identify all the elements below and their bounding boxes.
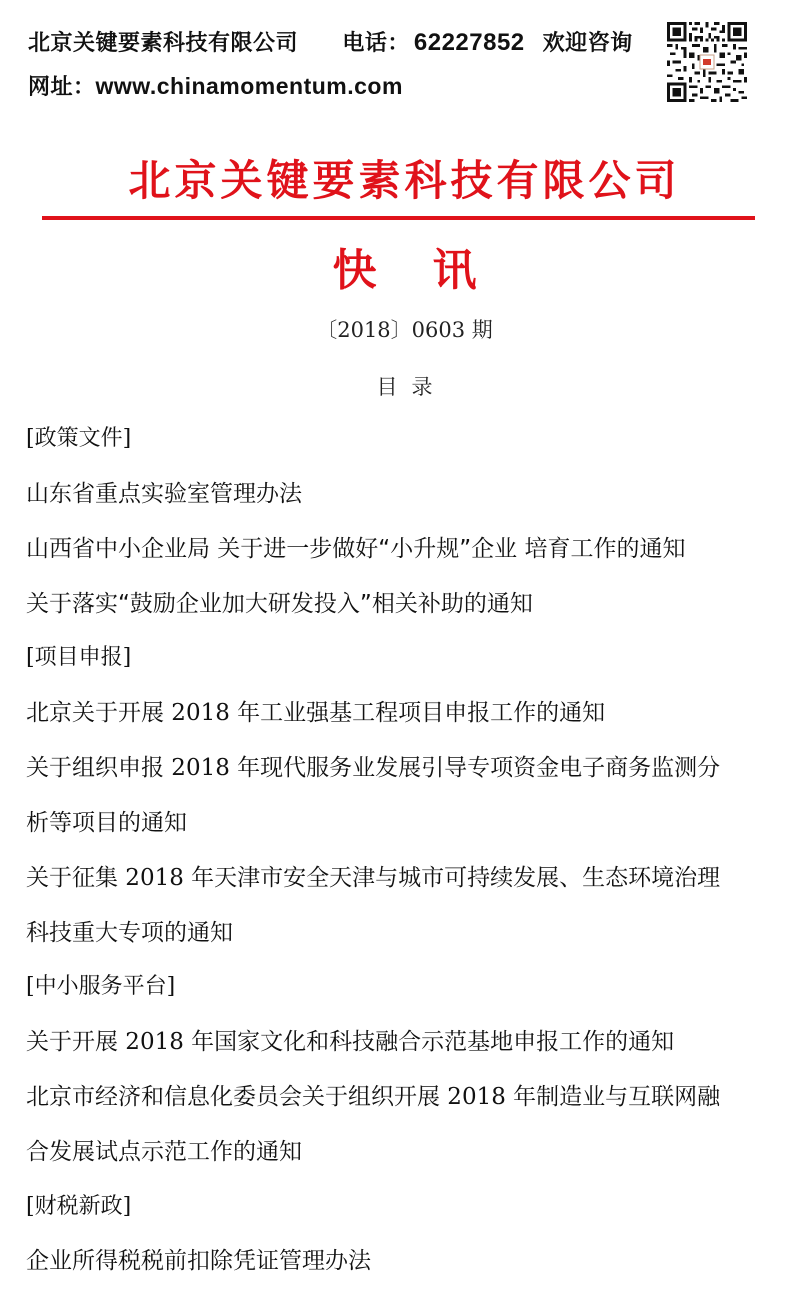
toc-item-text: 北京市经济和信息化委员会关于组织开展 — [26, 1084, 440, 1110]
toc-item[interactable]: 企业所得税税前扣除凭证管理办法 — [26, 1248, 371, 1274]
toc-item[interactable]: 山西省中小企业局 关于进一步做好“小升规”企业 培育工作的通知 — [26, 536, 686, 562]
toc-item-year: 2018 — [164, 700, 238, 726]
toc-item[interactable]: 关于落实“鼓励企业加大研发投入”相关补助的通知 — [26, 591, 533, 617]
toc-item[interactable] — [26, 753, 766, 783]
toc-item-text: 年天津市安全天津与城市可持续发展、生态环境治理 — [191, 865, 721, 891]
header-contact-line — [28, 26, 633, 57]
toc-item-text: 北京关于开展 — [26, 700, 164, 726]
toc-item-year: 2018 — [118, 865, 192, 891]
toc-section-projects: [项目申报] — [26, 645, 132, 670]
toc-item-text: 关于开展 — [26, 1029, 118, 1055]
toc-item-text: 年工业强基工程项目申报工作的通知 — [237, 700, 606, 726]
toc-item-year: 2018 — [118, 1029, 192, 1055]
website-link[interactable]: www.chinamomentum.com — [95, 73, 403, 99]
toc-item-text: 年制造业与互联网融 — [513, 1084, 721, 1110]
toc-item-text: 年国家文化和科技融合示范基地申报工作的通知 — [191, 1029, 675, 1055]
toc-item-continued[interactable]: 科技重大专项的通知 — [26, 920, 233, 946]
phone-number: 62227852 — [413, 29, 525, 56]
document-subtitle: 快讯 — [332, 245, 533, 296]
toc-item-year: 2018 — [440, 1084, 514, 1110]
toc-item[interactable] — [26, 863, 766, 893]
toc-heading: 目录 — [376, 375, 447, 399]
issue-number: 〔2018〕0603 期 — [316, 318, 493, 342]
header-url-line — [28, 70, 403, 101]
header-company: 北京关键要素科技有限公司 — [28, 31, 299, 56]
phone-label: 电话： — [342, 31, 410, 56]
toc-section-sme-platform: [中小服务平台] — [26, 974, 176, 999]
toc-item-year: 2018 — [164, 755, 238, 781]
qr-code-icon — [667, 22, 747, 102]
toc-item[interactable] — [26, 1082, 766, 1112]
toc-item[interactable]: 山东省重点实验室管理办法 — [26, 481, 302, 507]
toc-section-tax: [财税新政] — [26, 1194, 132, 1219]
document-title: 北京关键要素科技有限公司 — [128, 156, 681, 205]
toc-item[interactable] — [26, 698, 766, 728]
title-divider — [42, 216, 755, 220]
toc-item[interactable] — [26, 1027, 766, 1057]
toc-item-text: 关于征集 — [26, 865, 118, 891]
toc-item-continued[interactable]: 合发展试点示范工作的通知 — [26, 1139, 302, 1165]
toc-section-policy: [政策文件] — [26, 426, 132, 451]
toc-item-text: 关于组织申报 — [26, 755, 164, 781]
url-label: 网址： — [28, 75, 96, 100]
toc-item-continued[interactable]: 析等项目的通知 — [26, 810, 187, 836]
consult-text: 欢迎咨询 — [542, 31, 633, 56]
toc-item-text: 年现代服务业发展引导专项资金电子商务监测分 — [237, 755, 721, 781]
